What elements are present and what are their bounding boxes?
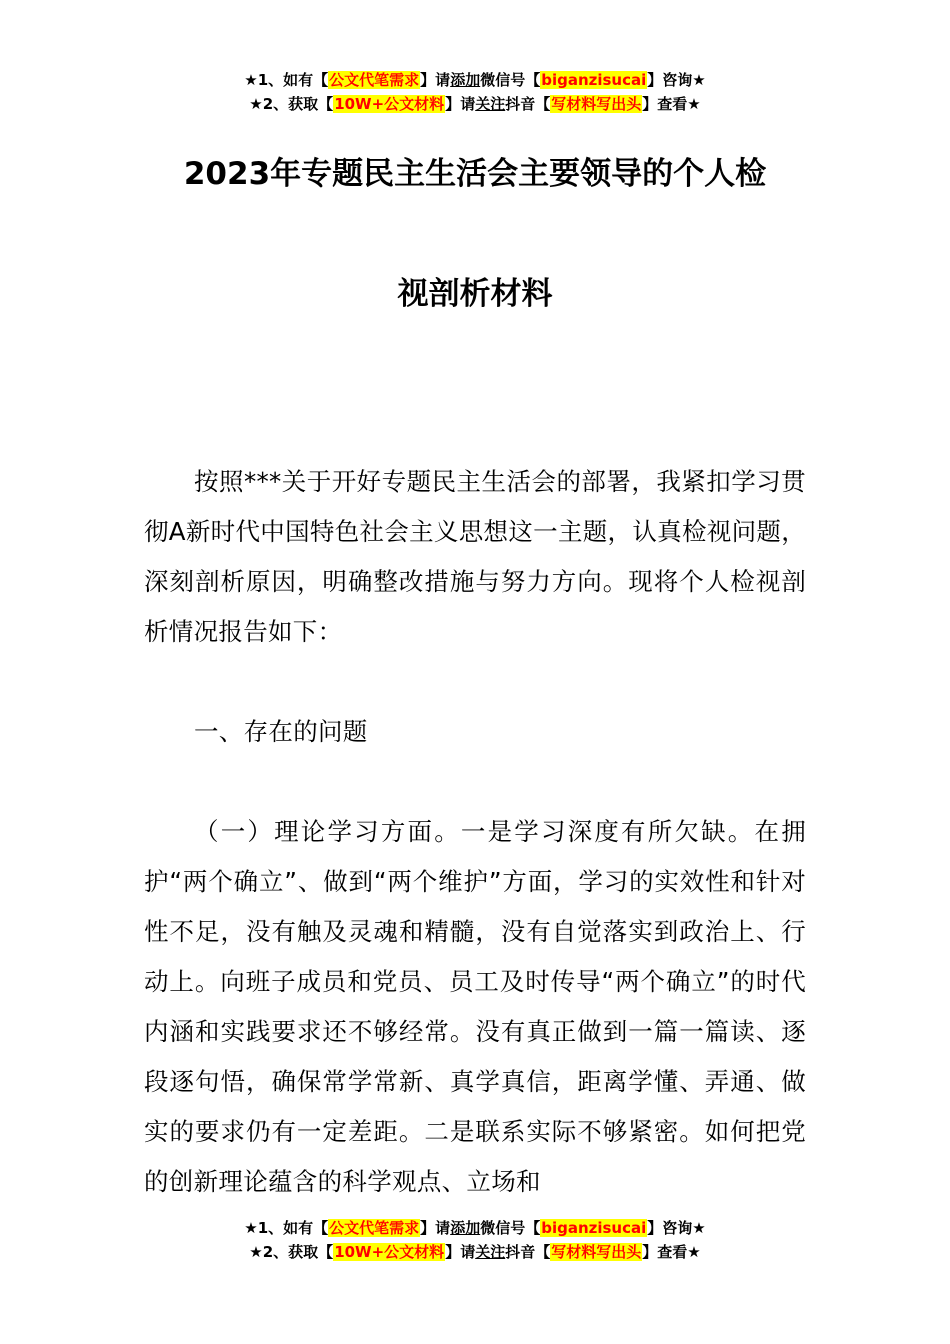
document-title-line-2: 视剖析材料 bbox=[397, 276, 553, 312]
document-title-line-1: 2023年专题民主生活会主要领导的个人检 bbox=[183, 156, 767, 192]
promo-text: ★1、如有【 bbox=[244, 71, 329, 89]
section-paragraph: （一）理论学习方面。一是学习深度有所欠缺。在拥护“两个确立”、做到“两个维护”方面，学习的实效性和针对性不足，没有触及灵魂和精髓，没有自觉落实到政治上、行动上。向班子成员和党员、员工及时传导“两个确立”的时代内涵和实践要求还不够经常。没有真正做到一篇一篇读、逐段逐句悟，确保常学常新、真学真信，距离学懂、弄通、做实的要求仍有一定差距。二是联系实际不够紧密。如何把党的创新理论蕴含的科学观点、立场和 bbox=[144, 817, 806, 1196]
promo-text: 】咨询★ bbox=[647, 1219, 706, 1237]
promo-banner-top bbox=[0, 68, 950, 116]
promo-text: ★2、获取【 bbox=[249, 95, 334, 113]
promo-line-2 bbox=[0, 92, 950, 116]
promo-text: 】查看★ bbox=[642, 1243, 701, 1261]
promo-highlight: 10W+公文材料 bbox=[334, 95, 445, 113]
promo-text: 】请 bbox=[445, 95, 476, 113]
promo-highlight-douyin-id: 写材料写出头 bbox=[551, 1243, 642, 1261]
promo-highlight: 公文代笔需求 bbox=[329, 71, 420, 89]
promo-highlight-wechat-id: biganzisucai bbox=[541, 1219, 647, 1237]
promo-text: 】咨询★ bbox=[647, 71, 706, 89]
promo-underlined: 关注 bbox=[475, 1243, 506, 1261]
promo-text: 抖音【 bbox=[505, 95, 551, 113]
promo-text: 】请 bbox=[445, 1243, 476, 1261]
promo-text: 】请 bbox=[420, 1219, 451, 1237]
promo-text: ★1、如有【 bbox=[244, 1219, 329, 1237]
promo-underlined: 关注 bbox=[475, 95, 506, 113]
promo-text: 】查看★ bbox=[642, 95, 701, 113]
promo-highlight: 10W+公文材料 bbox=[334, 1243, 445, 1261]
promo-highlight-douyin-id: 写材料写出头 bbox=[551, 95, 642, 113]
promo-line-1 bbox=[0, 1216, 950, 1240]
promo-text: ★2、获取【 bbox=[249, 1243, 334, 1261]
section-paragraph-block bbox=[144, 807, 806, 1207]
intro-paragraph: 按照***关于开好专题民主生活会的部署，我紧扣学习贯彻A新时代中国特色社会主义思想这一主题，认真检视问题，深刻剖析原因，明确整改措施与努力方向。现将个人检视剖析情况报告如下： bbox=[144, 467, 806, 646]
section-heading-block bbox=[144, 707, 806, 757]
intro-paragraph-block bbox=[144, 457, 806, 657]
promo-text: 抖音【 bbox=[505, 1243, 551, 1261]
promo-underlined: 添加 bbox=[450, 1219, 481, 1237]
promo-banner-bottom bbox=[0, 1216, 950, 1264]
promo-text: 微信号【 bbox=[480, 1219, 541, 1237]
promo-highlight: 公文代笔需求 bbox=[329, 1219, 420, 1237]
promo-text: 】请 bbox=[420, 71, 451, 89]
promo-line-1 bbox=[0, 68, 950, 92]
section-heading: 一、存在的问题 bbox=[194, 717, 368, 746]
promo-highlight-wechat-id: biganzisucai bbox=[541, 71, 647, 89]
promo-line-2 bbox=[0, 1240, 950, 1264]
promo-text: 微信号【 bbox=[480, 71, 541, 89]
promo-underlined: 添加 bbox=[450, 71, 481, 89]
